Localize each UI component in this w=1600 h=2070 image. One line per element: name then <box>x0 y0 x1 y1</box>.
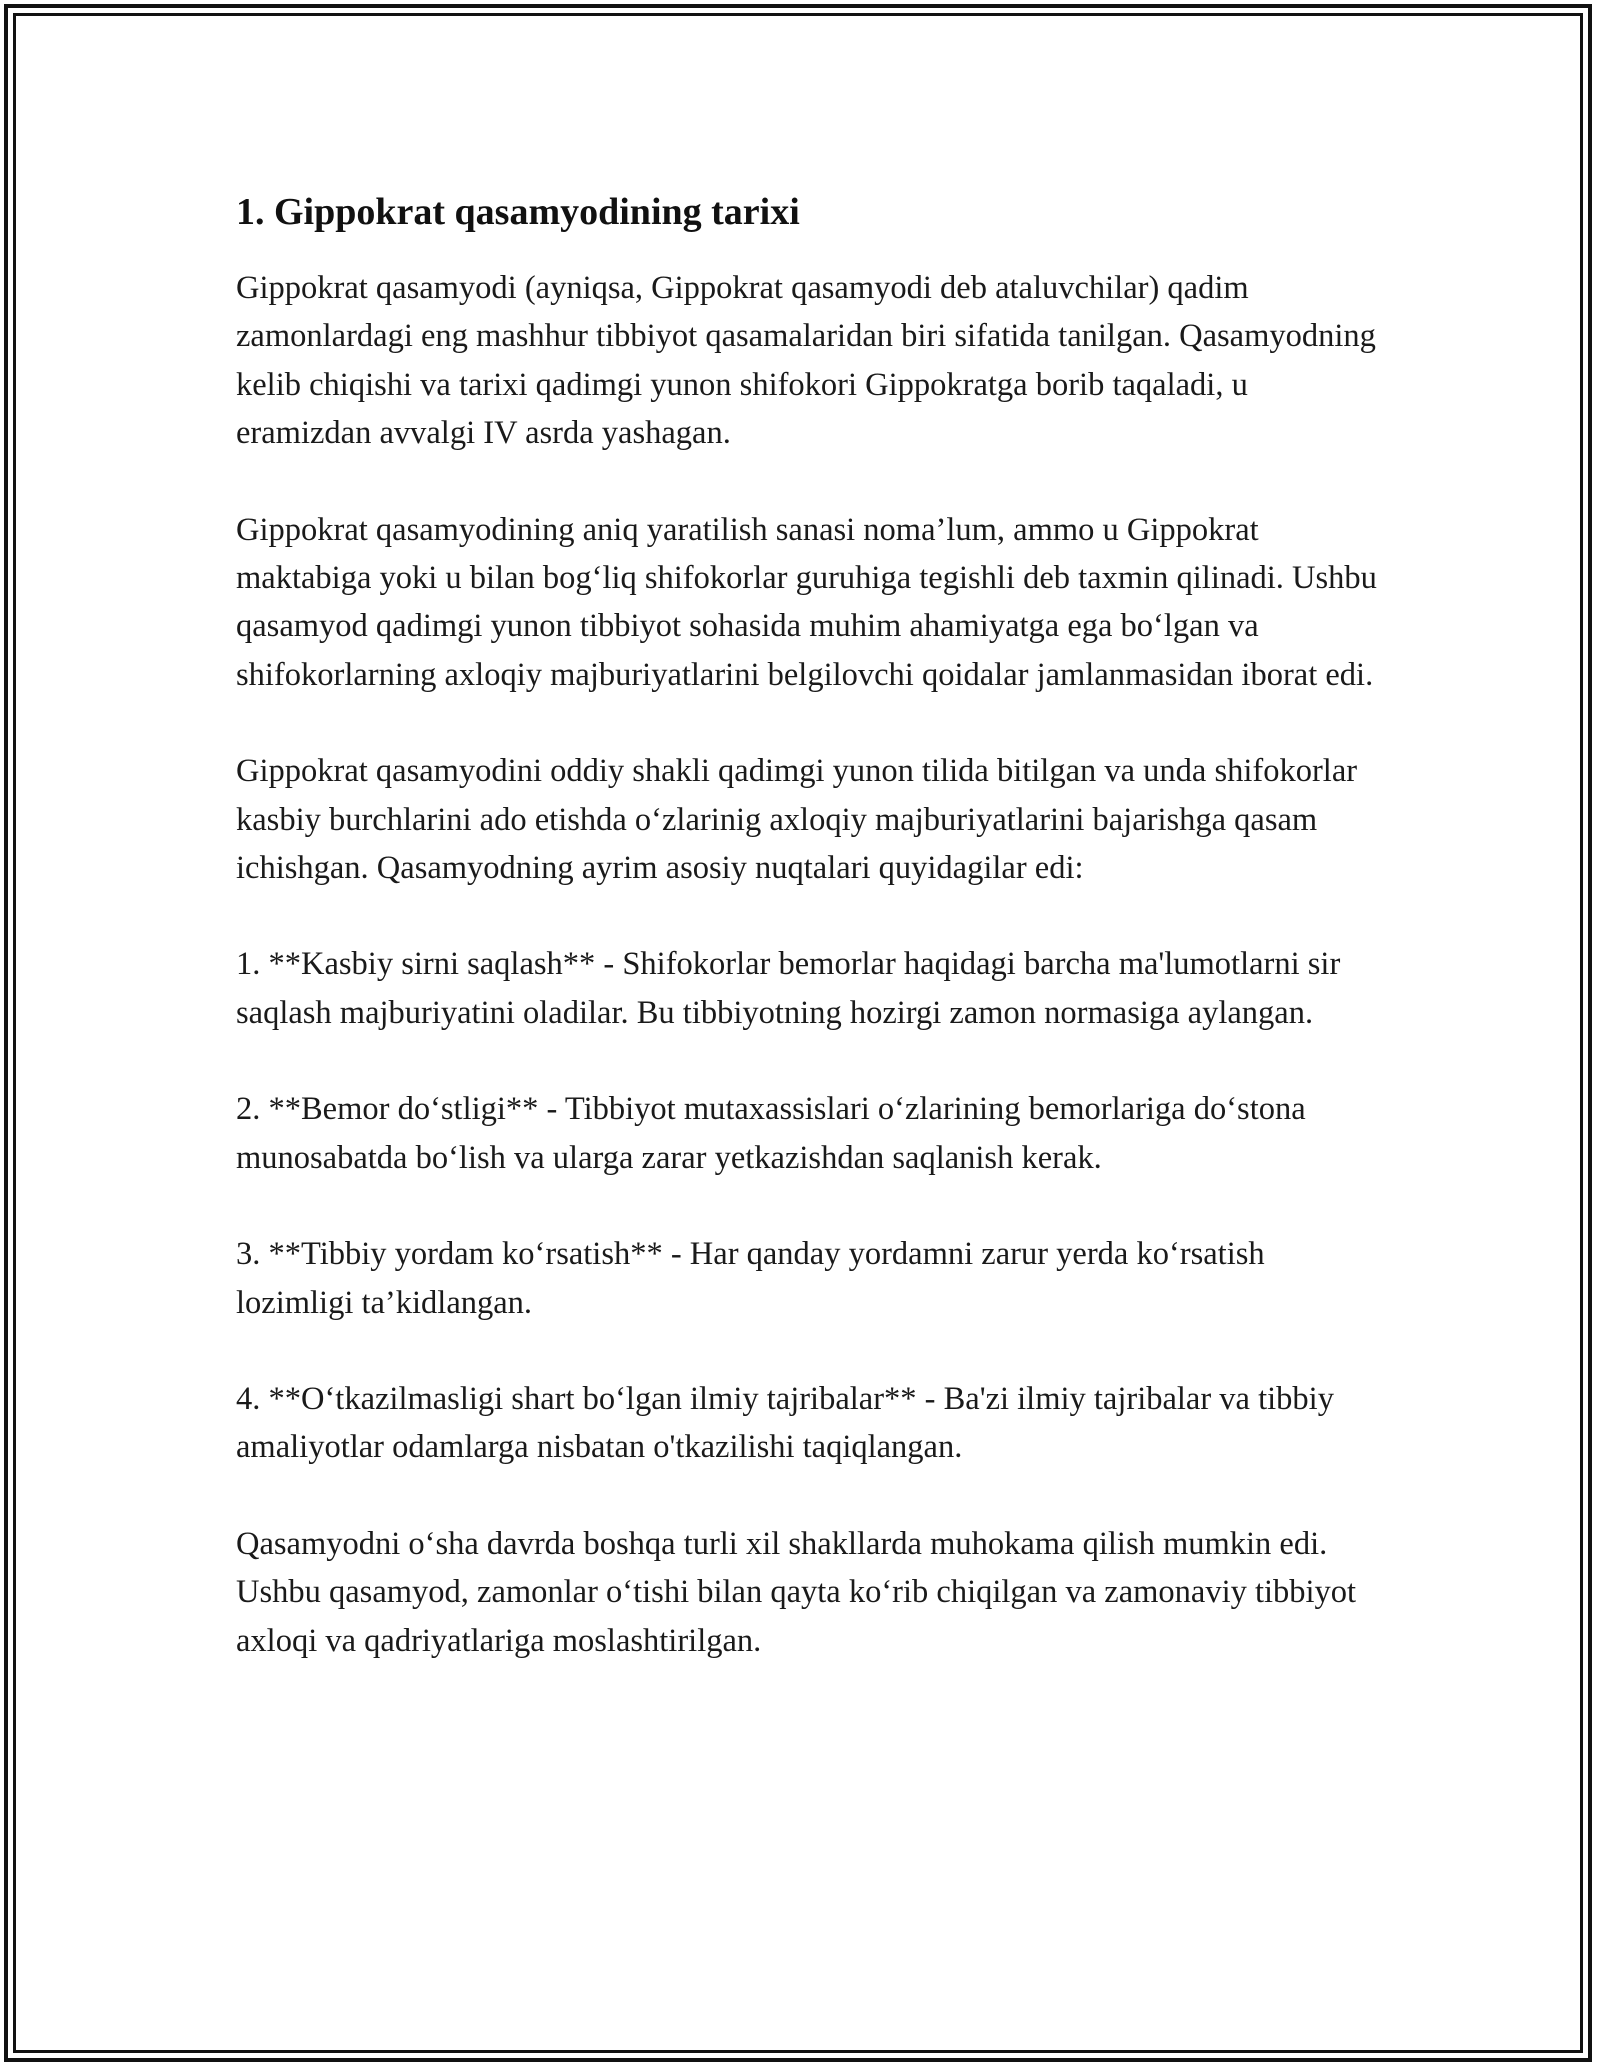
document-body <box>236 186 1386 1713</box>
list-item-2: 2. **Bemor do‘stligi** - Tibbiyot mutaxassislari o‘zlarining bemorlariga do‘stona munosabatda bo‘lish va ularga zarar yetkazishdan saqlanish kerak. <box>236 1091 1306 1176</box>
list-item-1: 1. **Kasbiy sirni saqlash** - Shifokorlar bemorlar haqidagi barcha ma'lumotlarni sir saqlash majburiyatini oladilar. Bu tibbiyotning hozirgi zamon normasiga aylangan. <box>236 946 1341 1031</box>
list-item-4: 4. **O‘tkazilmasligi shart bo‘lgan ilmiy tajribalar** - Ba'zi ilmiy tajribalar va tibbiy amaliyotlar odamlarga nisbatan o'tkazilishi taqiqlangan. <box>236 1380 1334 1466</box>
paragraph-form: Gippokrat qasamyodini oddiy shakli qadimgi yunon tilida bitilgan va unda shifokorlar kasbiy burchlarini ado etishda o‘zlarinig axloqiy majburiyatlarini bajarishga qasam ichishgan. Qasamyodning ayrim asosiy nuqtalari quyidagilar edi: <box>236 753 1358 887</box>
paragraph-conclusion: Qasamyodni o‘sha davrda boshqa turli xil shakllarda muhokama qilish mumkin edi. Ushbu qasamyod, zamonlar o‘tishi bilan qayta ko‘rib chiqilgan va zamonaviy tibbiyot axloqi va qadriyatlariga moslashtirilgan. <box>236 1525 1357 1659</box>
section-heading: 1. Gippokrat qasamyodining tarixi <box>236 191 800 233</box>
list-item-3: 3. **Tibbiy yordam ko‘rsatish** - Har qanday yordamni zarur yerda ko‘rsatish lozimligi ta’kidlangan. <box>236 1236 1265 1321</box>
paragraph-origin: Gippokrat qasamyodining aniq yaratilish sanasi noma’lum, ammo u Gippokrat maktabiga yoki u bilan bog‘liq shifokorlar guruhiga tegishli deb taxmin qilinadi. Ushbu qasamyod qadimgi yunon tibbiyot sohasida muhim ahamiyatga ega bo‘lgan va shifokorlarning axloqiy majburiyatlarini belgilovchi qoidalar jamlanmasidan iborat edi. <box>236 511 1377 693</box>
paragraph-intro: Gippokrat qasamyodi (ayniqsa, Gippokrat qasamyodi deb ataluvchilar) qadim zamonlardagi eng mashhur tibbiyot qasamalaridan biri sifatida tanilgan. Qasamyodning kelib chiqishi va tarixi qadimgi yunon shifokori Gippokratga borib taqaladi, u eramizdan avvalgi IV asrda yashagan. <box>236 270 1376 452</box>
